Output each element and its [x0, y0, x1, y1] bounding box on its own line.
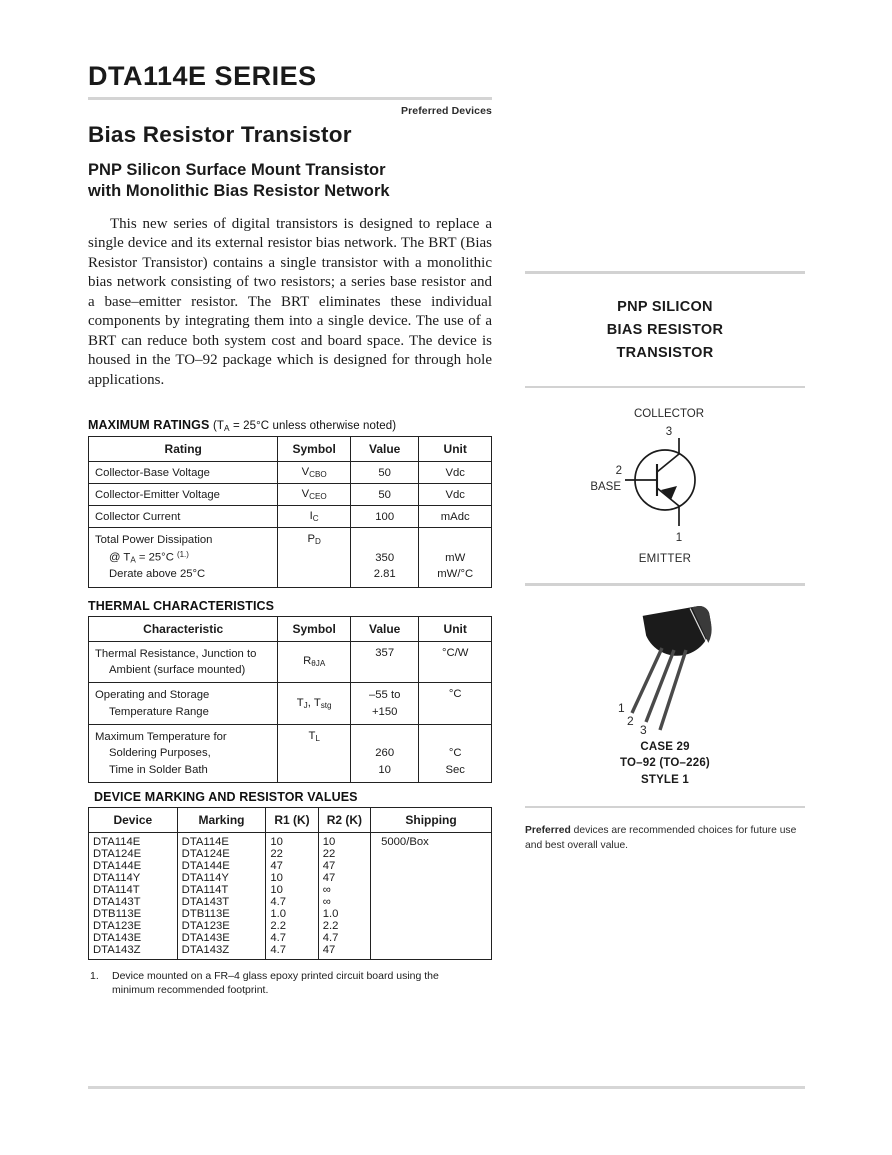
device-marking-value: DTA144E [181, 860, 230, 873]
col-symbol: Symbol [278, 616, 351, 641]
collector-leg [657, 454, 679, 472]
product-type-line-2: BIAS RESISTOR [606, 321, 724, 338]
symbol-base: V [301, 466, 310, 479]
power-line-1: Total Power Dissipation [95, 534, 213, 547]
r1-value: 2.2 [270, 920, 287, 933]
document-subtitle [88, 160, 492, 202]
cell-unit: mAdc [419, 506, 492, 528]
device-name: DTA114T [93, 884, 140, 897]
symbol-subscript: J [303, 701, 308, 711]
footnote-number: 1. [90, 970, 99, 983]
max-ratings-caption [88, 418, 492, 433]
col-value: Value [350, 616, 419, 641]
cell-characteristic [89, 641, 278, 683]
cell-value: 100 [350, 506, 419, 528]
intro-paragraph: This new series of digital transistors is designed to replace a single device and its external resistor bias network. The BRT (Bias Resistor Transistor) contains a single transistor with a monolithic bias network consisting of two resistors; a series base resistor and a base–emitter resistor. The BRT eliminates these individual components by integrating them into a single device. The use of a BRT can reduce both system cost and board space. The device is housed in the TO–92 package which is designed for through hole applications. [88, 215, 492, 388]
device-marking-caption: DEVICE MARKING AND RESISTOR VALUES [94, 790, 358, 805]
cell-value [350, 683, 419, 725]
r1-value: 4.7 [270, 932, 287, 945]
value-1: 350 [375, 551, 395, 564]
r2-value: 1.0 [322, 908, 339, 921]
device-name: DTA124E [93, 848, 142, 861]
cell-symbol [278, 725, 351, 783]
collector-label: COLLECTOR [633, 408, 705, 421]
table-row [89, 725, 492, 783]
col-unit: Unit [419, 616, 492, 641]
device-name: DTA123E [93, 920, 142, 933]
subtitle-line-2: with Monolithic Bias Resistor Network [88, 181, 390, 200]
table-header-row [89, 808, 492, 833]
r1-value: 22 [270, 848, 283, 861]
symbol-subscript: θJA [311, 659, 326, 669]
lead-1 [632, 648, 662, 713]
char-line-1: Thermal Resistance, Junction to [95, 647, 257, 660]
col-symbol: Symbol [278, 437, 351, 462]
max-ratings-table [88, 436, 492, 587]
package-pin-2: 2 [627, 713, 634, 728]
table-header-row [89, 616, 492, 641]
device-name: DTA143E [93, 932, 142, 945]
cell-value: 50 [350, 462, 419, 484]
cell-symbol [278, 641, 351, 683]
document-title: Bias Resistor Transistor [88, 121, 352, 147]
device-marking-value: DTA143T [181, 896, 230, 909]
device-marking-value: DTA124E [181, 848, 230, 861]
shipping-col-cell [371, 833, 492, 960]
cell-rating: Collector-Emitter Voltage [89, 484, 278, 506]
symbol-subscript: D [315, 537, 321, 547]
symbol-base: T [308, 730, 316, 743]
case-line-2: TO–92 (TO–226) [620, 757, 710, 770]
thermal-characteristics-table [88, 616, 492, 784]
r1-value: 10 [270, 836, 283, 849]
device-marking-value: DTB113E [181, 908, 230, 921]
thermal-caption: THERMAL CHARACTERISTICS [88, 598, 275, 613]
symbol-subscript: L [315, 734, 320, 744]
package-case-label [525, 739, 805, 806]
char-line-2: Temperature Range [109, 705, 209, 718]
symbol-base: I [309, 510, 313, 523]
cell-symbol [278, 506, 351, 528]
base-pin-number: 2 [615, 465, 622, 478]
page-title: DTA114E SERIES [88, 61, 317, 91]
symbol-base-2: T [313, 697, 321, 710]
symbol-base: R [303, 655, 312, 668]
device-name: DTA114Y [93, 872, 141, 885]
cell-unit: °C [419, 683, 492, 725]
device-marking-value: DTA143Z [181, 944, 230, 957]
col-marking: Marking [177, 808, 266, 833]
device-marking-value: DTA114E [181, 836, 229, 849]
table-footnote [88, 969, 492, 997]
col-r2: R2 (K) [318, 808, 370, 833]
cell-value [350, 528, 419, 587]
preferred-note-bold: Preferred [525, 825, 571, 837]
symbol-subscript: C [312, 514, 319, 524]
r1-value: 10 [270, 884, 283, 897]
r1-value: 10 [270, 872, 283, 885]
r2-value: 47 [322, 872, 336, 885]
lead-3 [660, 650, 686, 730]
col-shipping: Shipping [371, 808, 492, 833]
cell-symbol [278, 462, 351, 484]
char-line-2: Soldering Purposes, [109, 747, 211, 760]
symbol-subscript: CEO [309, 492, 327, 502]
collector-pin-number: 3 [665, 426, 673, 439]
power-line-2: @ $T_A = 25^\circ C$ $^{(1.)}$ [109, 549, 189, 565]
table-row [89, 462, 492, 484]
device-marking-value: DTA114Y [181, 872, 229, 885]
device-name: DTB113E [93, 908, 142, 921]
cell-unit: Vdc [419, 484, 492, 506]
case-line-1: CASE 29 [640, 740, 690, 753]
preferred-devices-note [525, 808, 805, 853]
char-line-2: Ambient (surface mounted) [109, 663, 246, 676]
col-value: Value [350, 437, 419, 462]
preferred-devices-label: Preferred Devices [400, 104, 492, 117]
col-device: Device [89, 808, 178, 833]
symbol-base: P [307, 533, 315, 546]
max-ratings-caption-note: ($T_A = 25^\circ C$ unless otherwise noted) [212, 420, 397, 434]
cell-value: 357 [350, 641, 419, 683]
product-type-line-1: PNP SILICON [617, 298, 713, 315]
package-pin-3: 3 [640, 722, 647, 735]
device-marking-body [89, 833, 492, 960]
cell-characteristic [89, 683, 278, 725]
r2-value: 2.2 [322, 920, 339, 933]
cell-value: 50 [350, 484, 419, 506]
footnote-marker: (1.) [177, 549, 189, 559]
device-col-cell [89, 833, 178, 960]
left-column [88, 62, 492, 998]
table-row [89, 484, 492, 506]
subtitle-line-1: PNP Silicon Surface Mount Transistor [88, 160, 386, 179]
product-type-line-3: TRANSISTOR [616, 345, 714, 362]
device-rows-group [89, 833, 492, 960]
char-line-3: Time in Solder Bath [109, 763, 208, 776]
char-line-1: Maximum Temperature for [95, 731, 227, 744]
symbol-subscript: CBO [309, 470, 327, 480]
col-r1: R1 (K) [266, 808, 318, 833]
footer-divider [88, 1086, 805, 1089]
title-divider [88, 97, 492, 100]
schematic-symbol-area [525, 388, 805, 559]
marking-col-cell [177, 833, 266, 960]
right-column [525, 0, 805, 854]
cell-unit [419, 725, 492, 783]
symbol-base: T [296, 697, 304, 710]
col-characteristic: Characteristic [89, 616, 278, 641]
unit-line-2: Sec [445, 763, 465, 776]
to92-package-icon [570, 600, 760, 735]
cell-characteristic [89, 725, 278, 783]
device-name: DTA143T [93, 896, 141, 909]
lead-2 [646, 650, 674, 722]
col-unit: Unit [419, 437, 492, 462]
cell-rating-power [89, 528, 278, 587]
r2-value: ∞ [322, 884, 331, 897]
table-row-power [89, 528, 492, 587]
col-rating: Rating [89, 437, 278, 462]
shipping-value: 5000/Box [381, 836, 429, 849]
value-line-1: 260 [375, 747, 395, 760]
device-marking-value: DTA114T [181, 884, 229, 897]
value-line-2: 10 [378, 763, 391, 776]
table-header-row [89, 437, 492, 462]
r1-value: 47 [270, 860, 283, 873]
symbol-subscript-2: stg [320, 701, 332, 711]
r1-value: 4.7 [270, 896, 287, 909]
case-line-3: STYLE 1 [640, 773, 690, 786]
device-name: DTA143Z [93, 944, 141, 957]
cell-unit: °C/W [419, 641, 492, 683]
device-marking-value: DTA123E [181, 920, 230, 933]
package-drawing-area [525, 586, 805, 739]
table-row [89, 641, 492, 683]
pnp-transistor-symbol-icon [565, 404, 765, 549]
device-marking-value: DTA143E [181, 932, 230, 945]
cell-symbol [278, 528, 351, 587]
value-2: 2.81 [373, 568, 396, 581]
r2-value: 47 [322, 944, 336, 957]
r2-col-cell [318, 833, 370, 960]
footnote-text: Device mounted on a FR–4 glass epoxy printed circuit board using the minimum recommended footprint. [112, 970, 439, 997]
table-row [89, 683, 492, 725]
r2-value: 10 [322, 836, 336, 849]
power-line-3: Derate above 25°C [109, 568, 206, 581]
preferred-note-text: devices are recommended choices for future use and best overall value. [525, 825, 797, 852]
value-line-2: +150 [371, 705, 398, 718]
cell-rating: Collector-Base Voltage [89, 462, 278, 484]
package-pin-1: 1 [618, 700, 625, 715]
device-marking-table [88, 807, 492, 960]
product-type-heading [525, 274, 805, 386]
device-name: DTA144E [93, 860, 142, 873]
r2-value: 4.7 [322, 932, 339, 945]
symbol-base: V [301, 488, 310, 501]
value-line-1: –55 to [368, 689, 401, 702]
max-ratings-caption-bold: MAXIMUM RATINGS [88, 418, 210, 433]
char-line-1: Operating and Storage [95, 689, 210, 702]
table-row [89, 506, 492, 528]
emitter-label: EMITTER [638, 553, 692, 566]
cell-unit: Vdc [419, 462, 492, 484]
r1-value: 1.0 [270, 908, 287, 921]
unit-1: mW [445, 551, 466, 564]
r1-col-cell [266, 833, 318, 960]
base-label: BASE [590, 481, 621, 494]
unit-2: mW/°C [437, 568, 474, 581]
device-name: DTA114E [93, 836, 141, 849]
cell-symbol [278, 484, 351, 506]
cell-symbol: $T_J$, $T_{stg}$ [278, 683, 351, 725]
r2-value: 22 [322, 848, 336, 861]
r2-value: ∞ [322, 896, 331, 909]
cell-value [350, 725, 419, 783]
unit-line-1: °C [448, 747, 462, 760]
cell-unit [419, 528, 492, 587]
cell-rating: Collector Current [89, 506, 278, 528]
r1-value: 4.7 [270, 944, 287, 957]
emitter-pin-number: 1 [675, 532, 683, 545]
r2-value: 47 [322, 860, 336, 873]
